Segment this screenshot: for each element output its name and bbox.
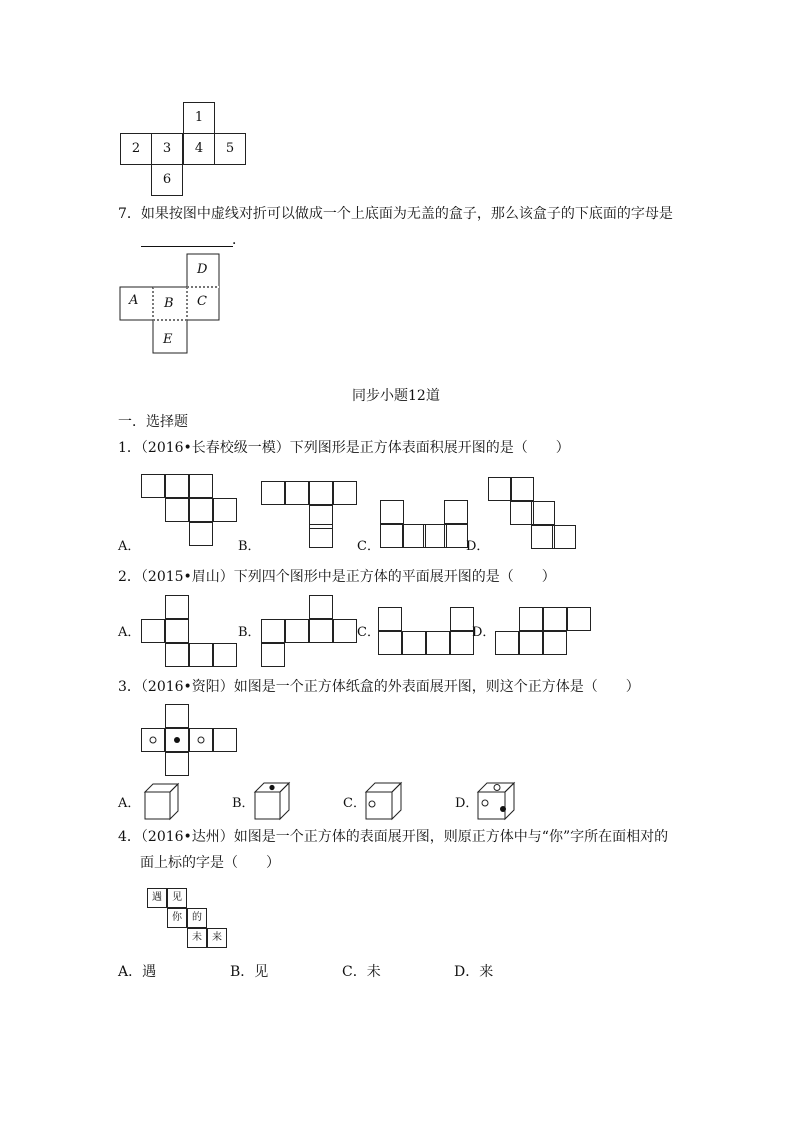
question-4-stem-line1: 4．（2016•达州）如图是一个正方体的表面展开图，则原正方体中与“你”字所在面相对的	[118, 829, 669, 845]
question-3-stem: 3．（2016•资阳）如图是一个正方体纸盒的外表面展开图，则这个正方体是（ ）	[118, 679, 640, 695]
q2-option-b-label: B．	[238, 625, 261, 640]
q3-option-b-cube	[255, 783, 289, 819]
net-face-char: 的	[187, 908, 207, 928]
q3-option-c-label[interactable]: C．	[343, 796, 366, 811]
question-1-stem: 1．（2016•长春校级一模）下列图形是正方体表面积展开图的是（ ）	[118, 440, 570, 456]
q4-option-b[interactable]: B．见	[230, 964, 269, 980]
section-heading: 一．选择题	[118, 414, 188, 430]
face-label-a: A	[129, 293, 139, 308]
q1-option-d-label: D．	[466, 539, 490, 554]
q3-option-a-cube	[145, 784, 178, 819]
q1-option-c-label: C．	[357, 539, 380, 554]
q3-option-d-cube	[478, 783, 514, 819]
q2-option-c-label: C．	[357, 625, 380, 640]
face-label-c: C	[197, 294, 207, 309]
question-4-stem-line2: 面上标的字是（ ）	[140, 855, 280, 871]
q4-option-c[interactable]: C．未	[342, 964, 381, 980]
net-cell: 3	[151, 133, 183, 165]
net-cell: 2	[120, 133, 152, 165]
net-cell: 5	[214, 133, 246, 165]
q2-option-a-label: A．	[118, 625, 141, 640]
question-7-text: 7．如果按图中虚线对折可以做成一个上底面为无盖的盒子，那么该盒子的下底面的字母是	[118, 206, 673, 222]
face-label-b: B	[164, 296, 174, 311]
net-face-char: 见	[167, 888, 187, 908]
answer-blank-end: ．	[232, 232, 246, 248]
net-cell: 4	[183, 133, 215, 165]
q2-option-d-label: D．	[472, 625, 496, 640]
q4-option-a[interactable]: A．遇	[118, 964, 157, 980]
q4-option-d[interactable]: D．来	[454, 964, 494, 980]
net-face-char: 遇	[147, 888, 167, 908]
net-face-char: 未	[187, 928, 207, 948]
face-label-e: E	[163, 332, 173, 347]
q1-option-b-label: B．	[238, 539, 261, 554]
net-cell: 6	[151, 164, 183, 196]
net-face-char: 来	[207, 928, 227, 948]
net-cell: 1	[183, 102, 215, 134]
face-label-d: D	[197, 262, 208, 277]
q3-option-a-label[interactable]: A．	[118, 796, 141, 811]
question-2-stem: 2．（2015•眉山）下列四个图形中是正方体的平面展开图的是（ ）	[118, 569, 556, 585]
q1-option-a-label: A．	[118, 539, 141, 554]
q3-option-b-label[interactable]: B．	[232, 796, 255, 811]
q3-option-c-cube	[366, 783, 401, 819]
net-face-char: 你	[167, 908, 187, 928]
q3-option-d-label[interactable]: D．	[455, 796, 479, 811]
section-title: 同步小题12道	[352, 388, 440, 404]
